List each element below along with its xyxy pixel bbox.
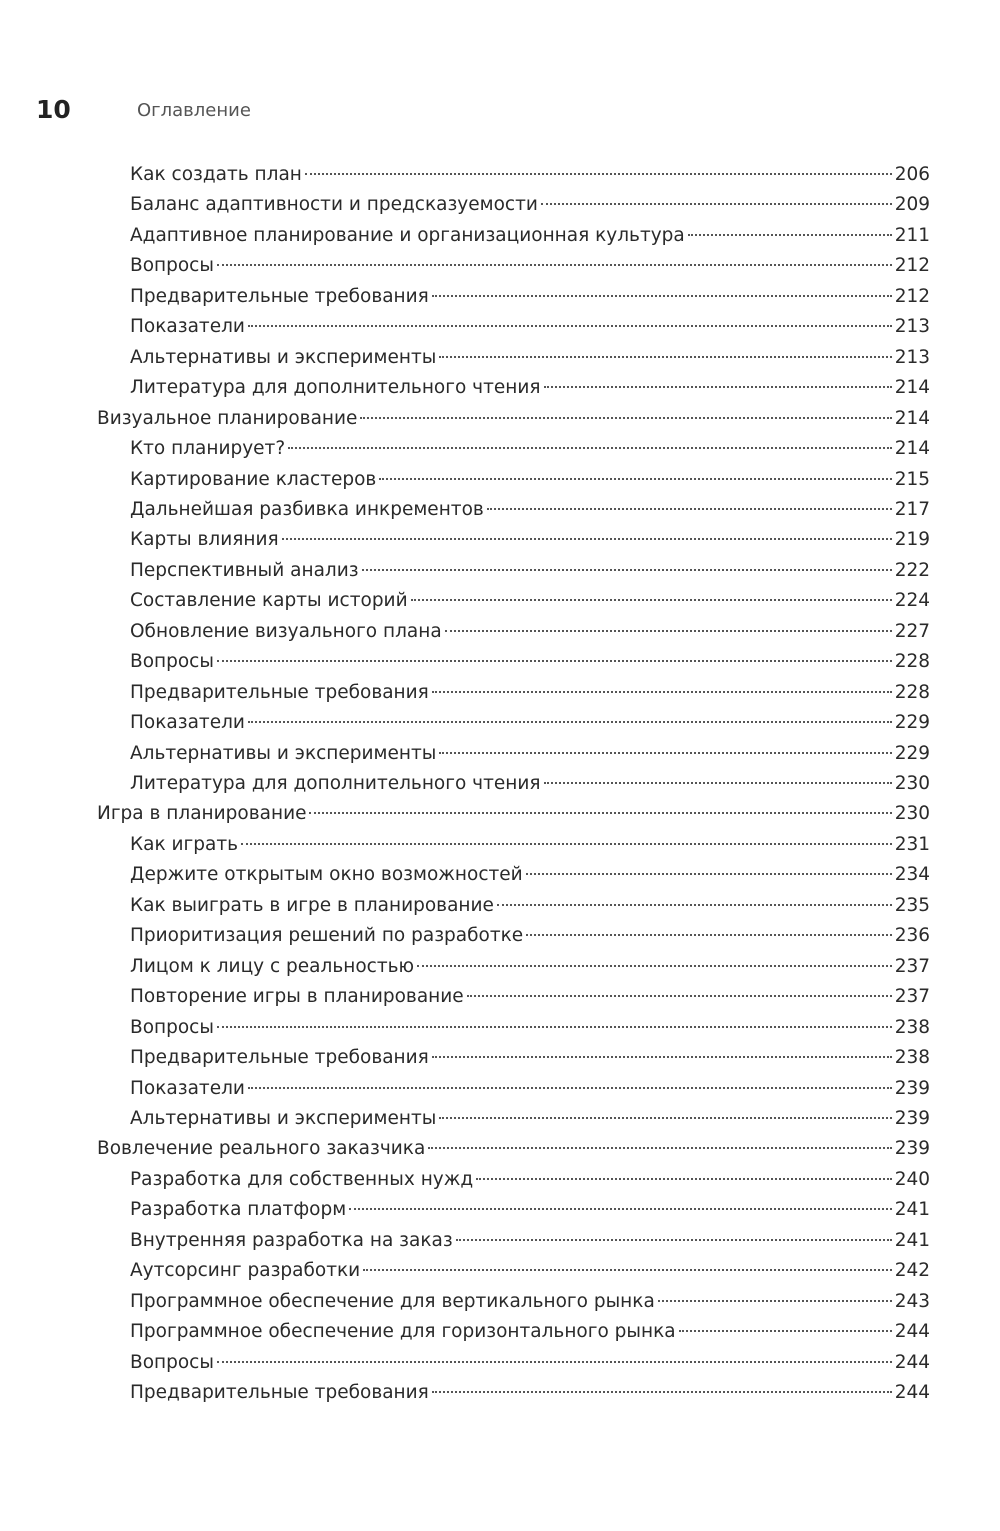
toc-subsection-entry	[130, 1108, 930, 1136]
dot-leader	[248, 325, 892, 327]
toc-subsection-entry	[130, 773, 930, 801]
dot-leader	[679, 1330, 892, 1332]
dot-leader	[658, 1300, 892, 1302]
toc-entry-page: 217	[894, 498, 930, 520]
toc-entry-title: Картирование кластеров	[130, 468, 377, 490]
toc-entry-page: 214	[894, 407, 930, 429]
dot-leader	[379, 478, 891, 480]
toc-entry-title: Разработка для собственных нужд	[130, 1168, 474, 1190]
toc-subsection-entry	[130, 469, 930, 497]
dot-leader	[282, 538, 892, 540]
toc-entry-title: Разработка платформ	[130, 1199, 347, 1221]
toc-entry-page: 237	[894, 986, 930, 1008]
toc-entry-title: Как выиграть в игре в планирование	[130, 894, 494, 916]
toc-subsection-entry	[130, 621, 930, 649]
toc-entry-page: 230	[894, 803, 930, 825]
dot-leader	[428, 1147, 891, 1149]
toc-section-entry	[97, 408, 930, 436]
toc-entry-page: 242	[894, 1260, 930, 1282]
toc-subsection-entry	[130, 1047, 930, 1075]
dot-leader	[497, 904, 892, 906]
dot-leader	[349, 1208, 892, 1210]
dot-leader	[305, 173, 892, 175]
toc-subsection-entry	[130, 286, 930, 314]
toc-entry-title: Показатели	[130, 712, 245, 734]
dot-leader	[487, 508, 892, 510]
toc-subsection-entry	[130, 1078, 930, 1106]
toc-entry-page: 209	[894, 194, 930, 216]
toc-entry-page: 206	[894, 164, 930, 185]
toc-entry-page: 211	[894, 224, 930, 246]
toc-entry-title: Повторение игры в планирование	[130, 986, 464, 1008]
toc-entry-title: Предварительные требования	[130, 681, 429, 703]
running-header-title: Оглавление	[137, 100, 251, 121]
toc-entry-page: 240	[894, 1168, 930, 1190]
dot-leader	[526, 873, 892, 875]
toc-entry-title: Держите открытым окно возможностей	[130, 864, 523, 886]
toc-entry-title: Предварительные требования	[130, 1047, 429, 1069]
dot-leader	[360, 417, 891, 419]
toc-entry-page: 222	[894, 559, 930, 581]
dot-leader	[432, 1391, 892, 1393]
toc-subsection-entry	[130, 682, 930, 710]
dot-leader	[362, 569, 892, 571]
dot-leader	[217, 264, 892, 266]
dot-leader	[248, 721, 892, 723]
toc-entry-title: Показатели	[130, 316, 245, 338]
toc-entry-page: 229	[894, 712, 930, 734]
toc-entry-page: 213	[894, 346, 930, 368]
toc-entry-page: 230	[894, 773, 930, 794]
toc-entry-title: Вопросы	[130, 651, 214, 673]
toc-subsection-entry	[130, 651, 930, 679]
toc-entry-title: Лицом к лицу с реальностью	[130, 955, 415, 977]
dot-leader	[217, 660, 892, 662]
dot-leader	[432, 691, 892, 693]
toc-subsection-entry	[130, 347, 930, 375]
toc-entry-page: 239	[894, 1138, 930, 1160]
dot-leader	[288, 447, 892, 449]
toc-entry-title: Вовлечение реального заказчика	[97, 1138, 426, 1160]
toc-subsection-entry	[130, 956, 930, 984]
toc-entry-title: Альтернативы и эксперименты	[130, 742, 437, 764]
toc-entry-title: Приоритизация решений по разработке	[130, 925, 524, 947]
dot-leader	[439, 1117, 891, 1119]
dot-leader	[241, 843, 892, 845]
dot-leader	[439, 356, 891, 358]
toc-entry-title: Игра в планирование	[97, 803, 307, 825]
toc-section-entry	[97, 1138, 930, 1166]
dot-leader	[432, 295, 892, 297]
dot-leader	[411, 599, 892, 601]
toc-entry-title: Программное обеспечение для вертикального рынка	[130, 1290, 655, 1312]
toc-entry-page: 237	[894, 955, 930, 977]
toc-subsection-entry	[130, 986, 930, 1014]
toc-section-entry	[97, 803, 930, 831]
toc-subsection-entry	[130, 1260, 930, 1288]
toc-entry-title: Предварительные требования	[130, 285, 429, 307]
toc-entry-page: 241	[894, 1199, 930, 1221]
toc-entry-page: 212	[894, 285, 930, 307]
toc-subsection-entry	[130, 255, 930, 283]
dot-leader	[439, 752, 891, 754]
toc-entry-page: 244	[894, 1321, 930, 1343]
toc-entry-title: Аутсорсинг разработки	[130, 1260, 361, 1282]
dot-leader	[476, 1178, 891, 1180]
toc-entry-title: Составление карты историй	[130, 590, 408, 612]
toc-entry-page: 214	[894, 438, 930, 460]
toc-entry-page: 234	[894, 864, 930, 886]
dot-leader	[363, 1269, 891, 1271]
toc-entry-title: Карты влияния	[130, 529, 279, 551]
toc-entry-title: Альтернативы и эксперименты	[130, 1107, 437, 1129]
page-number: 10	[36, 95, 71, 124]
toc-entry-title: Перспективный анализ	[130, 559, 359, 581]
dot-leader	[526, 934, 892, 936]
toc-entry-page: 244	[894, 1382, 930, 1403]
toc-entry-title: Как играть	[130, 833, 239, 855]
toc-subsection-entry	[130, 1382, 930, 1410]
toc-subsection-entry	[130, 834, 930, 862]
toc-entry-page: 238	[894, 1016, 930, 1038]
toc-entry-page: 238	[894, 1047, 930, 1069]
toc-subsection-entry	[130, 864, 930, 892]
toc-subsection-entry	[130, 377, 930, 405]
toc-entry-page: 241	[894, 1229, 930, 1251]
toc-subsection-entry	[130, 1352, 930, 1380]
toc-entry-page: 235	[894, 894, 930, 916]
toc-entry-page: 243	[894, 1290, 930, 1312]
toc-subsection-entry	[130, 712, 930, 740]
toc-subsection-entry	[130, 590, 930, 618]
toc-entry-title: Альтернативы и эксперименты	[130, 346, 437, 368]
toc-subsection-entry	[130, 316, 930, 344]
dot-leader	[456, 1239, 892, 1241]
toc-entry-page: 244	[894, 1351, 930, 1373]
toc-entry-page: 239	[894, 1077, 930, 1099]
toc-entry-page: 229	[894, 742, 930, 764]
toc-subsection-entry	[130, 194, 930, 222]
toc-entry-page: 231	[894, 833, 930, 855]
toc-entry-page: 224	[894, 590, 930, 612]
toc-entry-page: 215	[894, 468, 930, 490]
toc-entry-title: Показатели	[130, 1077, 245, 1099]
dot-leader	[467, 995, 892, 997]
toc-subsection-entry	[130, 560, 930, 588]
toc-subsection-entry	[130, 1230, 930, 1258]
toc-entry-page: 227	[894, 620, 930, 642]
toc-entry-page: 239	[894, 1107, 930, 1129]
toc-entry-title: Как создать план	[130, 164, 302, 185]
toc-subsection-entry	[130, 1321, 930, 1349]
dot-leader	[544, 386, 892, 388]
dot-leader	[688, 234, 892, 236]
toc-entry-title: Предварительные требования	[130, 1382, 429, 1403]
toc-entry-title: Визуальное планирование	[97, 407, 358, 429]
toc-entry-title: Адаптивное планирование и организационная культура	[130, 224, 685, 246]
toc-entry-page: 213	[894, 316, 930, 338]
toc-entry-title: Вопросы	[130, 1351, 214, 1373]
toc-subsection-entry	[130, 895, 930, 923]
dot-leader	[541, 203, 892, 205]
toc-subsection-entry	[130, 529, 930, 557]
dot-leader	[217, 1026, 892, 1028]
dot-leader	[309, 812, 891, 814]
toc-subsection-entry	[130, 225, 930, 253]
toc-entry-title: Обновление визуального плана	[130, 620, 442, 642]
dot-leader	[417, 965, 892, 967]
toc-entry-title: Вопросы	[130, 1016, 214, 1038]
dot-leader	[432, 1056, 892, 1058]
toc-entry-page: 219	[894, 529, 930, 551]
dot-leader	[217, 1361, 892, 1363]
toc-subsection-entry	[130, 499, 930, 527]
toc-subsection-entry	[130, 1169, 930, 1197]
toc-subsection-entry	[130, 743, 930, 771]
toc-subsection-entry	[130, 1017, 930, 1045]
toc-entry-page: 212	[894, 255, 930, 277]
toc-subsection-entry	[130, 1199, 930, 1227]
dot-leader	[445, 630, 892, 632]
toc-entry-title: Вопросы	[130, 255, 214, 277]
toc-entry-title: Дальнейшая разбивка инкрементов	[130, 498, 484, 520]
dot-leader	[248, 1087, 892, 1089]
toc-entry-title: Кто планирует?	[130, 438, 286, 460]
toc-subsection-entry	[130, 164, 930, 192]
dot-leader	[544, 782, 892, 784]
toc-entry-page: 214	[894, 377, 930, 399]
toc-entry-page: 228	[894, 651, 930, 673]
toc-entry-page: 228	[894, 681, 930, 703]
toc-subsection-entry	[130, 925, 930, 953]
toc-entry-title: Внутренняя разработка на заказ	[130, 1229, 453, 1251]
toc-entry-title: Литература для дополнительного чтения	[130, 377, 541, 399]
toc-subsection-entry	[130, 1291, 930, 1319]
toc-subsection-entry	[130, 438, 930, 466]
toc-entry-title: Баланс адаптивности и предсказуемости	[130, 194, 538, 216]
toc-entry-title: Литература для дополнительного чтения	[130, 773, 541, 794]
toc-entry-page: 236	[894, 925, 930, 947]
toc-entry-title: Программное обеспечение для горизонтального рынка	[130, 1321, 676, 1343]
